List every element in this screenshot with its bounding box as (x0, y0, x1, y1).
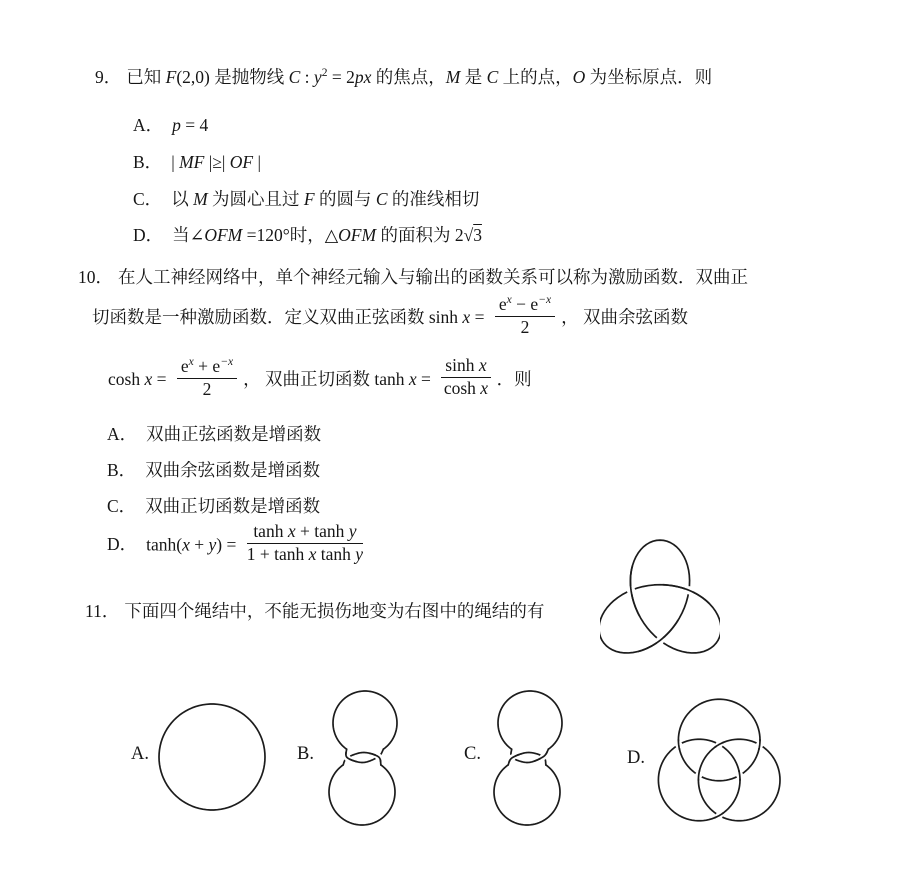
tanh-sum-fraction (247, 521, 363, 566)
figure-c-twist-link (475, 685, 585, 827)
option-label: B． (133, 152, 163, 172)
figure-d-three-rings (645, 690, 820, 827)
stem-text: ， 双曲余弦函数 (561, 306, 688, 327)
option-label: C． (133, 189, 163, 209)
stem-text: ， 双曲正切函数 tanh x = (243, 368, 436, 389)
sinh-fraction (495, 293, 555, 339)
stem-text: 在人工神经网络中，单个神经元输入与输出的函数关系可以称为激励函数．双曲正 (118, 267, 748, 287)
question-10-option-c (107, 493, 320, 518)
figure-b-label: B. (297, 744, 314, 764)
question-9-text: 已知 F(2,0) 是抛物线 C : $y^2 = 2px$ 的焦点，M 是 C 上的点，O 为坐标原点．则 (126, 67, 713, 87)
stem-text: 切函数是一种激励函数．定义双曲正弦函数 sinh x = (92, 306, 489, 327)
question-10-option-b (107, 457, 320, 482)
fraction-numerator: sinh x (441, 355, 490, 378)
question-10-number: 10． (78, 267, 113, 287)
question-9-number: 9． (95, 67, 122, 87)
figure-a-label: A. (131, 744, 149, 764)
option-label: D． (107, 534, 138, 555)
option-label: D． (133, 225, 164, 245)
cosh-fraction (177, 355, 237, 401)
option-text: 双曲正弦函数是增函数 (146, 424, 322, 444)
question-9-option-c (133, 186, 479, 211)
option-text: 双曲正切函数是增函数 (145, 496, 321, 516)
option-label: A． (107, 424, 138, 444)
option-label: C． (107, 496, 137, 516)
figure-a-unknot (156, 700, 268, 814)
question-9-option-d (133, 222, 482, 247)
figure-b-twist-link (310, 685, 420, 827)
question-9-option-a (133, 112, 208, 137)
option-label: A． (133, 115, 164, 135)
question-10-stem-line-1 (78, 264, 748, 289)
option-text: 以 M 为圆心且过 F 的圆与 C 的准线相切 (171, 189, 480, 209)
fraction-denominator: 2 (520, 316, 530, 337)
option-text: | MF |≥| OF | (171, 152, 261, 172)
option-text: 当∠OFM =120°时，△OFM 的面积为 2√3 (172, 225, 482, 245)
option-text: p = 4 (172, 115, 209, 135)
question-10-option-a (107, 421, 321, 446)
figure-c-label: C. (464, 744, 481, 764)
fraction-numerator: $e^x - e^{-x}$ (495, 293, 555, 317)
question-11-text: 下面四个绳结中，不能无损伤地变为右图中的绳结的有 (124, 601, 545, 621)
question-9-stem (95, 64, 712, 89)
option-text: tanh(x + y) = (146, 534, 241, 555)
question-11-number: 11． (85, 601, 120, 621)
stem-text: ．则 (496, 368, 532, 389)
fraction-numerator: tanh x + tanh y (247, 521, 363, 544)
question-9-option-b (133, 149, 261, 174)
tanh-fraction (441, 355, 490, 400)
option-label: B． (107, 460, 137, 480)
stem-text: cosh x = (108, 368, 171, 389)
trefoil-knot-figure (600, 538, 720, 656)
question-10-stem-line-2 (92, 293, 688, 342)
fraction-numerator: $e^x + e^{-x}$ (177, 355, 237, 379)
option-text: 双曲余弦函数是增函数 (145, 460, 321, 480)
figure-d-label: D. (627, 748, 645, 768)
question-11-stem (85, 598, 544, 623)
question-10-option-d (107, 521, 369, 569)
fraction-denominator: 1 + tanh x tanh y (246, 543, 364, 564)
question-10-stem-line-3 (108, 355, 532, 404)
fraction-denominator: cosh x (443, 378, 489, 399)
fraction-denominator: 2 (202, 378, 212, 399)
